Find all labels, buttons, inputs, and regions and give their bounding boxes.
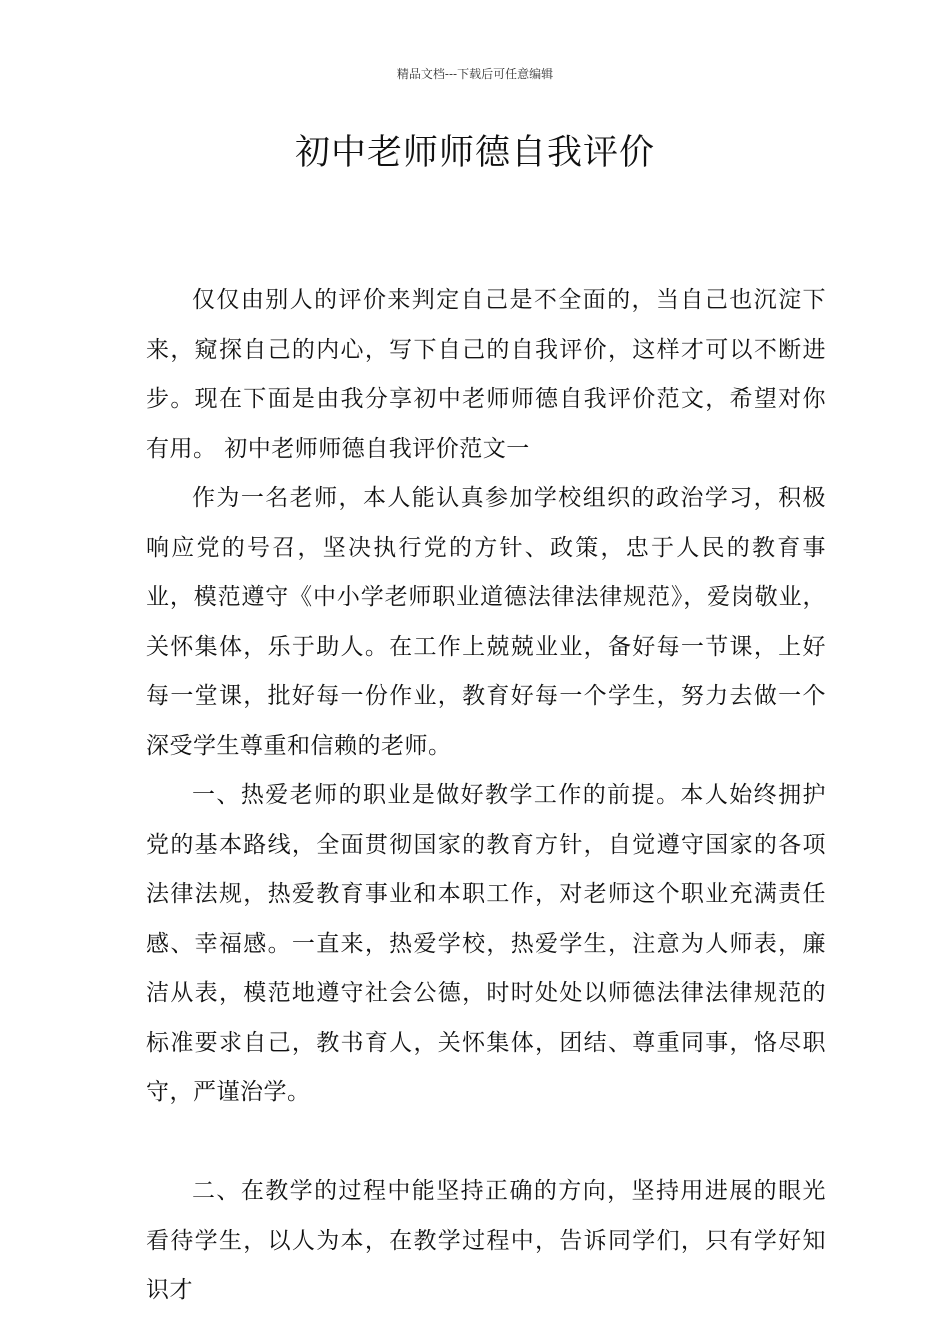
- document-title: 初中老师师德自我评价: [294, 133, 655, 173]
- body-paragraph-3: 二、在教学的过程中能坚持正确的方向，坚持用进展的眼光看待学生，以人为本，在教学过程中，告诉同学们，只有学好知识才: [146, 1178, 826, 1303]
- body-paragraph-1: 作为一名老师，本人能认真参加学校组织的政治学习，积极响应党的号召，坚决执行党的方针、政策，忠于人民的教育事业，模范遵守《中小学老师职业道德法律法律规范》，爱岗敬业，关怀集体，乐于助人。在工作上兢兢业业，备好每一节课，上好每一堂课，批好每一份作业，教育好每一个学生，努力去做一个深受学生尊重和信赖的老师。: [146, 485, 826, 759]
- header-note: 精品文档---下载后可任意编辑: [396, 67, 554, 81]
- body-paragraph-intro: 仅仅由别人的评价来判定自己是不全面的，当自己也沉淀下来，窥探自己的内心，写下自己的自我评价，这样才可以不断进步。现在下面是由我分享初中老师师德自我评价范文，希望对你有用。 初中老师师德自我评价范文一: [146, 287, 826, 462]
- body-paragraph-2: 一、热爱老师的职业是做好教学工作的前提。本人始终拥护党的基本路线，全面贯彻国家的教育方针，自觉遵守国家的各项法律法规，热爱教育事业和本职工作，对老师这个职业充满责任感、幸福感。一直来，热爱学校，热爱学生，注意为人师表，廉洁从表，模范地遵守社会公德，时时处处以师德法律法律规范的标准要求自己，教书育人，关怀集体，团结、尊重同事，恪尽职守，严谨治学。: [146, 782, 826, 1105]
- paragraph-spacer: [146, 1118, 826, 1168]
- document-body: [146, 276, 826, 1316]
